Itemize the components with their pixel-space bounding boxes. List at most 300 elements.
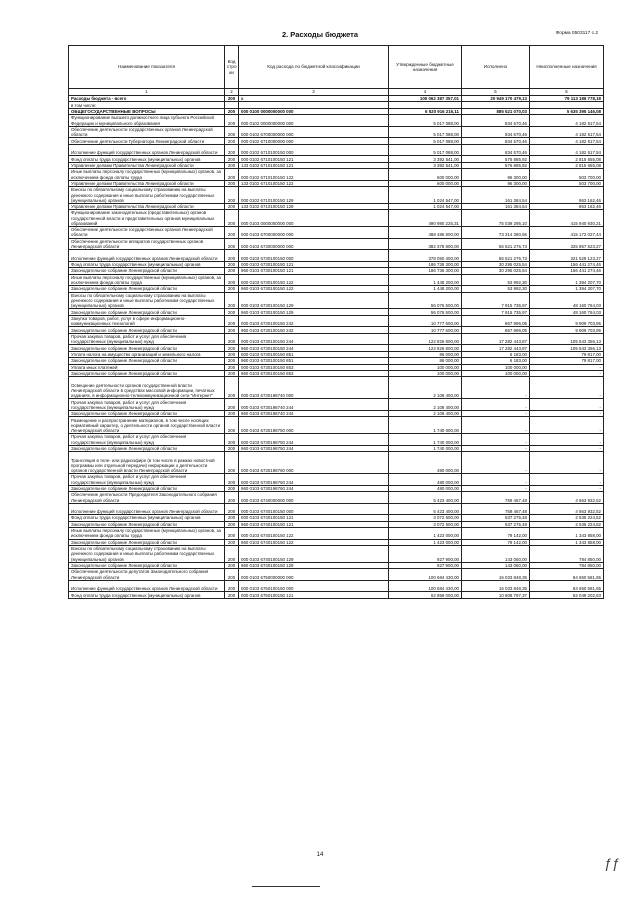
row-approved: 10 777 600,00 [389,327,462,333]
row-unexecuted: 863 162,46 [530,187,604,204]
row-executed: 96 300,00 [462,180,530,186]
row-approved: 122 826 800,00 [389,333,462,345]
row-unexecuted: 4 182 517,54 [530,126,604,138]
row-approved: 5 017 088,00 [389,138,462,144]
table-row [69,452,604,474]
row-code: 200 [225,521,239,527]
row-executed: 100 000,00 [462,364,530,370]
row-unexecuted: - [530,445,604,451]
row-approved: 5 017 088,00 [389,144,462,156]
row-unexecuted: 105 543 356,13 [530,345,604,351]
row-approved: 1 448 200,00 [389,274,462,286]
page-title: 2. Расходы бюджета [281,30,359,39]
row-executed: 17 282 443,87 [462,333,530,345]
header-classification: Код расхода по бюджетной классификации [239,46,389,89]
row-code: 200 [225,210,239,227]
row-name: Законодательное собрание Ленинградской области [69,370,225,376]
row-name: Трансляция в теле- или радиоэфире (в том числе в рамках новостной программы или отдельной передачи) информации о деятельности органов государственной власти Ленинградской области [69,452,225,474]
row-unexecuted: 84 650 581,65 [530,569,604,581]
row-approved: 2 108 400,00 [389,377,462,399]
row-unexecuted: 2 535 224,52 [530,515,604,521]
row-code: 200 [225,126,239,138]
row-code: 200 [225,580,239,592]
row-approved: 3 072 500,00 [389,521,462,527]
row-classification-code: 000 0100 0000000000 000 [239,108,389,114]
row-unexecuted: - [530,364,604,370]
row-executed: 537 275,48 [462,515,530,521]
row-executed: 56 521 276,73 [462,250,530,262]
table-row [69,126,604,138]
row-code: 200 [225,364,239,370]
row-code: 200 [225,286,239,292]
row-code: 200 [225,261,239,267]
row-approved: 1 423 000,00 [389,528,462,540]
row-classification-code: 960 0103 6740100150 121 [239,521,389,527]
row-executed: - [462,485,530,491]
row-approved: 1 740 000,00 [389,445,462,451]
row-classification-code: 960 0103 6730198760 244 [239,485,389,491]
row-name: Фонд оплаты труда государственных (муниципальных) органов [69,261,225,267]
row-name: Освещение деятельности органов государственной власти Ленинградской области в средствах массовой информации, печатных изданиях, в информационно-телекоммуникационной сети "Интернет" [69,377,225,399]
row-name: Управление делами Правительства Ленинградской области [69,162,225,168]
row-name: Обеспечение деятельности депутатов Законодательного собрания Ленинградской области [69,569,225,581]
row-classification-code: 000 0102 6710100150 129 [239,187,389,204]
row-name: Иные выплаты персоналу государственных (муниципальных) органов, за исключением фонда оплаты труда [69,528,225,540]
expenses-table [68,45,604,599]
row-code: 200 [225,569,239,581]
row-name: Иные выплаты персоналу государственных (муниципальных) органов, за исключением фонда оплаты труда [69,169,225,181]
row-unexecuted: 863 162,46 [530,203,604,209]
row-approved: 3 392 541,00 [389,162,462,168]
row-executed: 30 295 025,54 [462,268,530,274]
row-approved: 3 072 500,00 [389,515,462,521]
row-executed: 16 033 848,35 [462,580,530,592]
row-classification-code: 960 0103 6730100150 122 [239,286,389,292]
row-name: Взносы по обязательному социальному страхованию на выплаты денежного содержания и иные выплаты работникам государственных (муниципальных) органов [69,292,225,309]
row-code: 200 [225,445,239,451]
table-row [69,210,604,227]
row-name: Законодательное собрание Ленинградской области [69,345,225,351]
row-code: 200 [225,539,239,545]
row-name: Обеспечение деятельности Губернатора Ленинградской области [69,138,225,144]
row-approved: 62 858 000,00 [389,592,462,598]
row-name: Взносы по обязательному социальному страхованию на выплаты денежного содержания и иные выплаты работникам государственных (муниципальных) органов [69,546,225,563]
table-row [69,474,604,486]
row-executed: 576 885,92 [462,162,530,168]
row-classification-code: 000 0102 6710100150 121 [239,156,389,162]
row-name: Прочая закупка товаров, работ и услуг для обеспечения государственных (муниципальных) нужд [69,434,225,446]
row-classification-code: 000 0103 6750000000 000 [239,569,389,581]
table-row [69,227,604,239]
row-name: Размещение и распространение материалов, в том числе носящих нормативный характер, о деятельности органов государственной власти Ленинградской области [69,417,225,434]
row-approved: 5 423 400,00 [389,503,462,515]
row-executed: 161 384,54 [462,203,530,209]
row-executed: 537 275,48 [462,521,530,527]
row-approved: 378 050 400,00 [389,250,462,262]
row-code: 200 [225,434,239,446]
row-unexecuted: 48 160 764,03 [530,309,604,315]
row-classification-code: 000 0103 6730198760 000 [239,452,389,474]
row-name: Обеспечение деятельности аппаратов государственных органов Ленинградской области [69,238,225,250]
row-code: 200 [225,410,239,416]
row-name: Иные выплаты персоналу государственных (муниципальных) органов, за исключением фонда оплаты труда [69,274,225,286]
row-code: 200 [225,377,239,399]
row-classification-code: 960 0103 6740100150 129 [239,562,389,568]
row-name: Фонд оплаты труда государственных (муниципальных) органов [69,156,225,162]
row-approved: 100 684 430,00 [389,580,462,592]
row-unexecuted: 503 700,00 [530,180,604,186]
table-row [69,315,604,327]
row-classification-code: 960 0103 6730198750 244 [239,445,389,451]
row-unexecuted: 84 650 581,65 [530,580,604,592]
row-unexecuted: 79 113 186 778,18 [530,96,604,102]
table-body [69,96,604,599]
row-unexecuted: 79 817,00 [530,351,604,357]
row-approved: 100 684 430,00 [389,569,462,581]
row-approved: 382 378 800,00 [389,238,462,250]
row-classification-code: 000 0102 6710100150 122 [239,169,389,181]
row-code: 200 [225,250,239,262]
row-name: Фонд оплаты труда государственных (муниципальных) органов [69,515,225,521]
row-approved: 122 826 800,00 [389,345,462,351]
table-row [69,115,604,127]
row-classification-code: x [239,96,389,102]
row-classification-code: 000 0103 6730198760 244 [239,474,389,486]
row-approved: 100 000,00 [389,370,462,376]
header-approved: Утвержденные бюджетные назначения [389,46,462,89]
header-executed: Исполнено [462,46,530,89]
row-executed: 834 570,46 [462,144,530,156]
row-classification-code: 000 0102 0000000000 000 [239,115,389,127]
table-row [69,592,604,598]
row-code: 200 [225,138,239,144]
row-classification-code: 000 0103 6740100150 121 [239,515,389,521]
header-unexecuted: Неисполненные назначения [530,46,604,89]
row-name: Функционирование высшего должностного лица субъекта Российской Федерации и муниципального образования [69,115,225,127]
row-executed: - [462,452,530,474]
row-unexecuted: - [530,399,604,411]
row-approved: 100 000,00 [389,364,462,370]
row-executed: 79 142,00 [462,539,530,545]
row-executed: 20 949 170 479,13 [462,96,530,102]
row-unexecuted: 5 635 395 146,08 [530,108,604,114]
row-classification-code: 000 0103 6730198740 244 [239,399,389,411]
row-code: 200 [225,351,239,357]
header-name: Наименование показателя [69,46,225,89]
row-approved: 3 392 541,00 [389,156,462,162]
row-name: Обеспечение деятельности государственных органов Ленинградской области [69,227,225,239]
row-classification-code: 000 0102 6710000000 000 [239,138,389,144]
row-code: 200 [225,485,239,491]
row-code: 200 [225,528,239,540]
row-code: 200 [225,358,239,364]
row-unexecuted: 4 182 517,54 [530,115,604,127]
row-name: Законодательное собрание Ленинградской области [69,286,225,292]
row-name: Законодательное собрание Ленинградской области [69,268,225,274]
row-unexecuted: - [530,377,604,399]
row-code: 200 [225,238,239,250]
row-name: Обеспечение деятельности государственных органов Ленинградской области [69,126,225,138]
table-row [69,399,604,411]
row-unexecuted: 503 700,00 [530,169,604,181]
row-approved: 1 024 547,00 [389,203,462,209]
row-executed: - [462,445,530,451]
row-classification-code: 000 0103 6730100150 851 [239,351,389,357]
row-executed: 7 915 735,97 [462,292,530,309]
row-unexecuted: 9 909 703,95 [530,315,604,327]
table-row [69,187,604,204]
row-unexecuted: - [530,434,604,446]
row-classification-code: 000 0103 6750100150 121 [239,592,389,598]
table-row [69,250,604,262]
row-approved: 1 740 000,00 [389,417,462,434]
row-code: 200 [225,492,239,504]
row-code: 200 [225,187,239,204]
row-classification-code: 960 0103 6730100150 244 [239,345,389,351]
row-code: 200 [225,180,239,186]
row-name: Взносы по обязательному социальному страхованию на выплаты денежного содержания и иные выплаты работникам государственных (муниципальных) органов [69,187,225,204]
row-code: 200 [225,162,239,168]
row-unexecuted: 1 343 858,00 [530,528,604,540]
row-approved: 1 423 000,00 [389,539,462,545]
row-name: Прочая закупка товаров, работ и услуг для обеспечения государственных (муниципальных) нужд [69,333,225,345]
row-executed: 53 992,30 [462,274,530,286]
row-name: Законодательное собрание Ленинградской области [69,327,225,333]
row-classification-code: 960 0103 6730100150 242 [239,327,389,333]
row-approved: 186 736 300,00 [389,261,462,267]
row-code: 200 [225,592,239,598]
row-code: 200 [225,327,239,333]
row-approved: 927 900,00 [389,546,462,563]
row-unexecuted: 79 817,00 [530,358,604,364]
row-code: 200 [225,474,239,486]
row-classification-code: 000 0103 6730100150 242 [239,315,389,327]
form-code: Форма 0503117 с.2 [555,31,598,36]
row-name: Законодательное собрание Ленинградской области [69,445,225,451]
row-classification-code: 000 0103 6730100150 853 [239,364,389,370]
row-executed: - [462,410,530,416]
header-row [69,46,604,89]
row-classification-code: 960 0103 6740100150 122 [239,539,389,545]
row-code: 200 [225,309,239,315]
table-row [69,569,604,581]
row-classification-code: 000 0103 6740100150 129 [239,546,389,563]
row-name: Законодательное собрание Ленинградской области [69,410,225,416]
row-code: 200 [225,108,239,114]
row-approved: 490 980 225,31 [389,210,462,227]
row-executed: 75 039 295,10 [462,210,530,227]
row-approved: 2 108 400,00 [389,410,462,416]
row-unexecuted: - [530,474,604,486]
row-code: 200 [225,370,239,376]
row-unexecuted: 156 441 274,46 [530,261,604,267]
row-code: 200 [225,96,239,102]
column-number: 6 [530,89,604,96]
row-approved: 1 448 200,00 [389,286,462,292]
row-code: 200 [225,452,239,474]
row-executed: 834 570,46 [462,126,530,138]
row-code: 200 [225,169,239,181]
row-unexecuted: 2 535 224,52 [530,521,604,527]
footer-line [252,886,320,887]
row-approved: 86 000,00 [389,351,462,357]
row-approved: 86 000,00 [389,358,462,364]
row-approved: 1 024 547,00 [389,187,462,204]
row-classification-code: 000 0102 6710100150 000 [239,144,389,156]
table-row [69,434,604,446]
row-unexecuted: 4 182 517,54 [530,138,604,144]
row-name: Обеспечение деятельности Председателя Законодательного собрания Ленинградской области [69,492,225,504]
row-approved: 480 000,00 [389,485,462,491]
row-unexecuted: 4 182 517,54 [530,144,604,156]
row-unexecuted: 105 543 356,13 [530,333,604,345]
table-row [69,546,604,563]
row-code: 200 [225,503,239,515]
row-approved: 927 900,00 [389,562,462,568]
table-row [69,492,604,504]
row-name: ОБЩЕГОСУДАРСТВЕННЫЕ ВОПРОСЫ [69,108,225,114]
row-approved: 488 486 900,00 [389,227,462,239]
row-classification-code: 000 0103 6730000000 000 [239,238,389,250]
row-executed: - [462,399,530,411]
row-classification-code: 960 0103 6730100150 851 [239,358,389,364]
row-classification-code: 960 0103 6730100150 129 [239,309,389,315]
row-name: Законодательное собрание Ленинградской области [69,539,225,545]
row-code: 200 [225,274,239,286]
row-unexecuted: 2 815 655,08 [530,162,604,168]
row-approved: 10 777 600,00 [389,315,462,327]
row-code: 200 [225,227,239,239]
row-approved: 5 017 088,00 [389,115,462,127]
row-classification-code: 000 0103 6730198750 000 [239,417,389,434]
column-number-row [69,89,604,96]
row-approved: 56 076 500,00 [389,309,462,315]
row-executed: - [462,377,530,399]
row-approved: 600 000,00 [389,180,462,186]
row-classification-code: 000 0103 6740100150 122 [239,528,389,540]
row-classification-code: 000 0103 0000000000 000 [239,210,389,227]
row-name: Управление делами Правительства Ленинградской области [69,203,225,209]
row-name: Законодательное собрание Ленинградской области [69,521,225,527]
row-classification-code: 960 0103 6730100150 853 [239,370,389,376]
row-name: Исполнение функций государственных органов Ленинградской области [69,250,225,262]
row-executed: 17 282 443,87 [462,345,530,351]
row-executed: 7 915 735,97 [462,309,530,315]
row-executed: - [462,417,530,434]
row-classification-code: 000 0103 6740000000 000 [239,492,389,504]
row-name: Исполнение функций государственных органов Ленинградской области [69,503,225,515]
row-name: Закупка товаров, работ, услуг в сфере информационно-коммуникационных технологий [69,315,225,327]
row-classification-code: 000 0103 6730198750 244 [239,434,389,446]
row-name: Законодательное собрание Ленинградской области [69,309,225,315]
table-row [69,580,604,592]
row-approved: 600 000,00 [389,169,462,181]
table-row [69,292,604,309]
column-number: 5 [462,89,530,96]
row-unexecuted: - [530,417,604,434]
row-name: Управление делами Правительства Ленинградской области [69,180,225,186]
row-unexecuted: 1 394 207,70 [530,286,604,292]
table-row [69,333,604,345]
row-unexecuted: 1 394 207,70 [530,274,604,286]
table-row [69,169,604,181]
row-unexecuted: 784 850,00 [530,546,604,563]
row-executed: - [462,434,530,446]
row-executed: 759 467,48 [462,503,530,515]
row-name: Исполнение функций государственных органов Ленинградской области [69,580,225,592]
row-unexecuted: 415 172 027,44 [530,227,604,239]
row-executed: 885 521 070,03 [462,108,530,114]
table-row [69,238,604,250]
row-unexecuted: - [530,410,604,416]
row-unexecuted: 48 160 764,03 [530,292,604,309]
row-executed: 867 896,05 [462,327,530,333]
row-unexecuted: 784 850,00 [530,562,604,568]
row-executed: 10 808 797,37 [462,592,530,598]
row-executed: 759 467,48 [462,492,530,504]
row-executed: - [462,474,530,486]
row-executed: 143 050,00 [462,562,530,568]
row-name: Прочая закупка товаров, работ и услуг для обеспечения государственных (муниципальных) нужд [69,399,225,411]
row-code: 200 [225,268,239,274]
row-code: 200 [225,315,239,327]
table-row [69,417,604,434]
table-row [69,144,604,156]
row-name: Законодательное собрание Ленинградской области [69,485,225,491]
row-unexecuted: 325 857 523,27 [530,238,604,250]
row-classification-code: 133 0102 6710100150 122 [239,180,389,186]
row-code: 200 [225,292,239,309]
header-code: Код стро ки [225,46,239,89]
row-code: 200 [225,144,239,156]
table-row [69,503,604,515]
row-unexecuted: - [530,485,604,491]
row-unexecuted: 52 049 202,63 [530,592,604,598]
row-classification-code: 960 0103 6730100150 121 [239,268,389,274]
row-executed: 96 300,00 [462,169,530,181]
row-code: 200 [225,515,239,521]
table-row [69,528,604,540]
row-approved: 1 740 000,00 [389,434,462,446]
row-classification-code: 000 0103 6750100150 000 [239,580,389,592]
row-unexecuted: 156 441 274,46 [530,268,604,274]
row-classification-code: 000 0103 6730100150 129 [239,292,389,309]
row-unexecuted: 9 909 703,95 [530,327,604,333]
row-name: Исполнение функций государственных органов Ленинградской области [69,144,225,156]
row-executed: 16 033 848,35 [462,569,530,581]
row-executed: 834 570,46 [462,115,530,127]
row-code: 200 [225,115,239,127]
row-approved: 2 108 400,00 [389,399,462,411]
row-executed: 79 142,00 [462,528,530,540]
row-classification-code: 000 0103 6700000000 000 [239,227,389,239]
row-approved: 56 076 500,00 [389,292,462,309]
row-executed: 56 521 276,73 [462,238,530,250]
row-executed: 73 314 380,56 [462,227,530,239]
row-name: Законодательное собрание Ленинградской области [69,358,225,364]
page-number: 14 [316,852,324,858]
row-unexecuted: 1 343 858,00 [530,539,604,545]
row-name: Расходы бюджета - всего [69,96,225,102]
row-code: 200 [225,333,239,345]
row-unexecuted: - [530,452,604,474]
row-executed: 834 570,46 [462,138,530,144]
row-approved: 100 062 387 357,01 [389,96,462,102]
row-name: Прочая закупка товаров, работ и услуг для обеспечения государственных (муниципальных) нужд [69,474,225,486]
row-approved: 5 423 400,00 [389,492,462,504]
row-classification-code: 000 0103 6730198740 000 [239,377,389,399]
row-unexecuted: 4 663 932,52 [530,503,604,515]
